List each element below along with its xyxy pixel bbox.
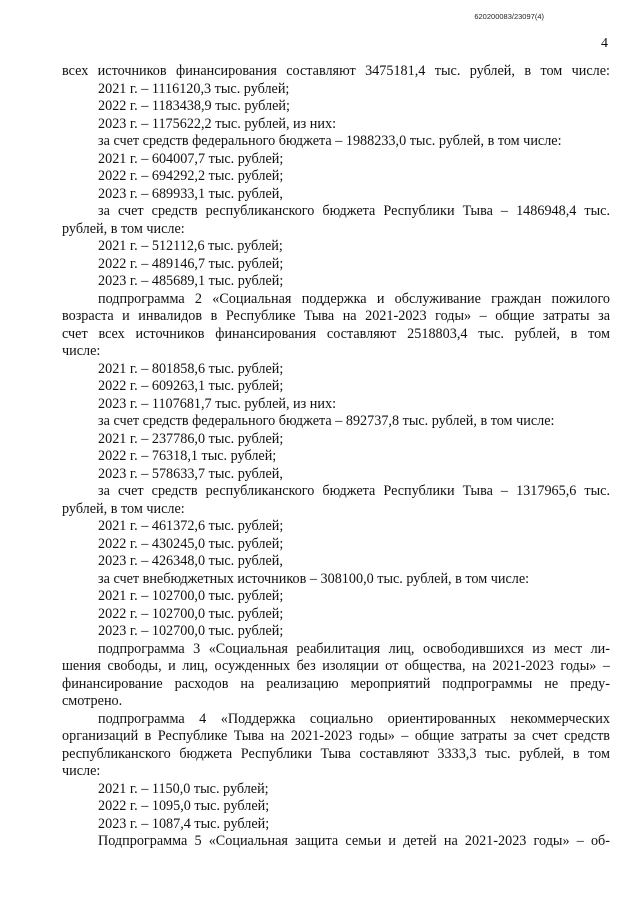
text-line: 2022 г. – 609263,1 тыс. рублей;	[98, 378, 284, 394]
text-line: рублей, в том числе:	[62, 500, 185, 517]
document-body	[62, 63, 610, 851]
text-line: шения свободы, и лиц, осужденных без изоляции от общества, на 2021-2023 годы» –	[62, 658, 610, 674]
text-line: числе:	[62, 343, 101, 359]
text-line: 2022 г. – 694292,2 тыс. рублей;	[98, 168, 284, 184]
text-line: счет всех источников финансирования составляют 2518803,4 тыс. рублей, в том	[62, 325, 610, 342]
text-line: рублей, в том числе:	[62, 220, 185, 237]
text-line: 2022 г. – 1095,0 тыс. рублей;	[98, 798, 270, 814]
text-line: 2021 г. – 102700,0 тыс. рублей;	[98, 588, 284, 604]
text-line: 2023 г. – 1107681,7 тыс. рублей, из них:	[98, 395, 337, 412]
text-line: подпрограмма 4 «Поддержка социально ориентированных некоммерческих	[98, 710, 610, 727]
text-line: за счет средств республиканского бюджета Республики Тыва – 1486948,4 тыс.	[98, 203, 610, 219]
text-line: 2021 г. – 237786,0 тыс. рублей;	[98, 430, 284, 447]
text-line: 2021 г. – 461372,6 тыс. рублей;	[98, 518, 284, 534]
text-line: финансирование расходов на реализацию мероприятий подпрограммы не преду-	[62, 675, 610, 692]
text-line: 2022 г. – 1183438,9 тыс. рублей;	[98, 98, 290, 114]
text-line: 2023 г. – 689933,1 тыс. рублей,	[98, 185, 283, 202]
text-line: 2021 г. – 604007,7 тыс. рублей;	[98, 150, 284, 167]
text-line: за счет средств федерального бюджета – 892737,8 тыс. рублей, в том числе:	[98, 413, 555, 429]
text-line: организаций в Республике Тыва на 2021-2023 годы» – общие затраты за счет средств	[62, 728, 610, 744]
text-line: 2023 г. – 1087,4 тыс. рублей;	[98, 815, 270, 832]
document-id: 620200083/23097(4)	[474, 12, 544, 21]
text-line: 2023 г. – 102700,0 тыс. рублей;	[98, 623, 284, 639]
text-line: 2021 г. – 1116120,3 тыс. рублей;	[98, 80, 290, 97]
text-line: 2023 г. – 1175622,2 тыс. рублей, из них:	[98, 115, 337, 132]
text-line: 2022 г. – 430245,0 тыс. рублей;	[98, 535, 284, 552]
text-line: подпрограмма 3 «Социальная реабилитация лиц, освободившихся из мест ли-	[98, 640, 610, 657]
text-line: Подпрограмма 5 «Социальная защита семьи и детей на 2021-2023 годы» – об-	[98, 833, 610, 849]
text-line: 2022 г. – 76318,1 тыс. рублей;	[98, 448, 277, 464]
text-line: 2023 г. – 485689,1 тыс. рублей;	[98, 273, 284, 289]
text-line: возраста и инвалидов в Республике Тыва на 2021-2023 годы» – общие затраты за	[62, 308, 610, 324]
text-line: всех источников финансирования составляют 3475181,4 тыс. рублей, в том числе:	[62, 63, 610, 79]
text-line: подпрограмма 2 «Социальная поддержка и обслуживание граждан пожилого	[98, 290, 610, 307]
text-line: республиканского бюджета Республики Тыва составляют 3333,3 тыс. рублей, в том	[62, 745, 610, 762]
text-line: за счет средств республиканского бюджета Республики Тыва – 1317965,6 тыс.	[98, 483, 610, 499]
text-line: 2023 г. – 578633,7 тыс. рублей,	[98, 465, 283, 482]
text-line: смотрено.	[62, 693, 123, 709]
text-line: 2021 г. – 512112,6 тыс. рублей;	[98, 238, 283, 254]
text-line: 2022 г. – 102700,0 тыс. рублей;	[98, 605, 284, 622]
text-line: 2023 г. – 426348,0 тыс. рублей,	[98, 553, 283, 569]
text-line: числе:	[62, 763, 101, 779]
text-line: за счет средств федерального бюджета – 1988233,0 тыс. рублей, в том числе:	[98, 133, 562, 149]
text-line: за счет внебюджетных источников – 308100,0 тыс. рублей, в том числе:	[98, 570, 530, 587]
page-number: 4	[601, 36, 608, 51]
text-line: 2021 г. – 1150,0 тыс. рублей;	[98, 780, 269, 797]
text-line: 2022 г. – 489146,7 тыс. рублей;	[98, 255, 284, 272]
text-line: 2021 г. – 801858,6 тыс. рублей;	[98, 360, 284, 377]
